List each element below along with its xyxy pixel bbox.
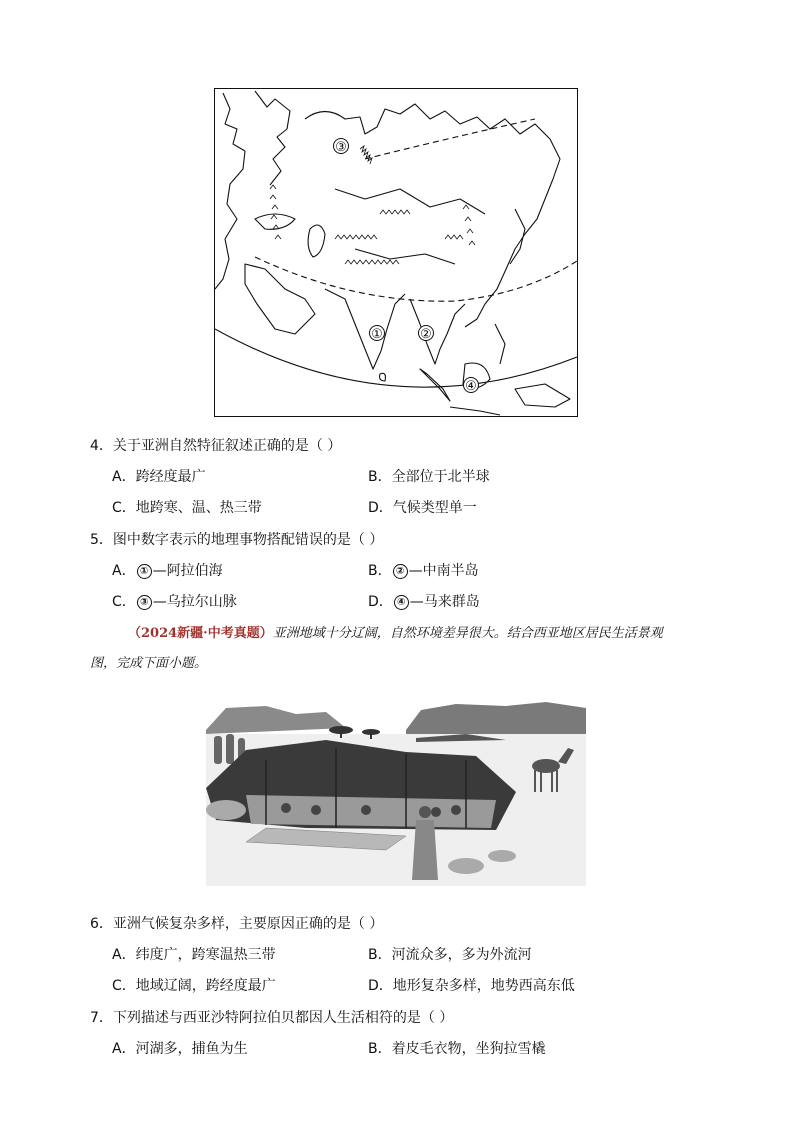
island-new-guinea [515, 384, 570, 407]
marker-4 [464, 378, 479, 395]
option-text: 气候类型单一 [392, 500, 477, 516]
option-number-badge: ④ [394, 595, 409, 610]
option-letter: A． [112, 1041, 136, 1057]
svg-text:②: ② [420, 327, 432, 342]
option-number-badge: ② [393, 564, 408, 579]
option-text: 全部位于北半球 [391, 469, 490, 485]
option-letter: C． [112, 594, 136, 610]
island-sumatra [420, 369, 450, 401]
option-text: —中南半岛 [408, 563, 479, 579]
option-letter: D． [368, 978, 393, 994]
coastline-europe [215, 93, 245, 289]
q6-option-c[interactable] [112, 977, 276, 995]
latitude-dashed-tropic [255, 257, 577, 301]
border-lines [335, 189, 485, 264]
option-text: 着皮毛衣物，坐狗拉雪橇 [391, 1041, 546, 1057]
option-text: 地域辽阔，跨经度最广 [135, 978, 276, 994]
option-text: 跨经度最广 [135, 469, 206, 485]
asia-map-svg [215, 89, 577, 416]
bedouin-scene-svg [206, 700, 586, 886]
q5-option-c[interactable] [112, 593, 237, 611]
caspian-sea [308, 225, 325, 257]
option-number-badge: ③ [137, 595, 152, 610]
asia-outline-map [214, 88, 578, 417]
coastline-scandinavia [255, 91, 290, 185]
option-text: —阿拉伯海 [152, 563, 223, 579]
option-text: 河流众多，多为外流河 [391, 947, 532, 963]
q7-option-b[interactable] [368, 1040, 546, 1058]
latitude-arc-south [215, 329, 577, 387]
marker-3 [334, 139, 349, 156]
q6-option-a[interactable] [112, 946, 276, 964]
option-letter: A． [112, 947, 136, 963]
option-letter: B． [368, 947, 392, 963]
q5-option-d[interactable] [368, 593, 480, 611]
option-letter: A． [112, 563, 136, 579]
option-letter: B． [368, 563, 392, 579]
coastline-east [465, 139, 560, 327]
option-letter: C． [112, 978, 136, 994]
q4-option-c[interactable] [112, 499, 262, 517]
intro-text: 亚洲地域十分辽阔，自然环境差异很大。结合西亚地区居民生活景观 [272, 626, 663, 641]
island-java [450, 407, 500, 415]
question-6-stem: 6．亚洲气候复杂多样，主要原因正确的是（ ） [90, 916, 384, 932]
svg-text:③: ③ [335, 140, 347, 155]
passage-intro-line2: 图，完成下面小题。 [90, 656, 208, 671]
option-letter: B． [368, 469, 392, 485]
q4-option-a[interactable] [112, 468, 206, 486]
q6-option-d[interactable] [368, 977, 575, 995]
bedouin-scene-illustration [206, 700, 586, 886]
option-letter: C． [112, 500, 136, 516]
q6-option-b[interactable] [368, 946, 532, 964]
option-letter: B． [368, 1041, 392, 1057]
option-letter: A． [112, 469, 136, 485]
option-text: —马来群岛 [409, 594, 480, 610]
option-number-badge: ① [137, 564, 152, 579]
passage-intro-line1 [128, 625, 663, 643]
marker-1 [370, 326, 385, 343]
q4-option-b[interactable] [368, 468, 490, 486]
question-4-stem: 4．关于亚洲自然特征叙述正确的是（ ） [90, 438, 342, 454]
question-7-stem: 7．下列描述与西亚沙特阿拉伯贝都因人生活相符的是（ ） [90, 1010, 454, 1026]
q5-option-b[interactable] [368, 562, 479, 580]
coastline-india [325, 289, 405, 369]
coastline-arabia [245, 264, 315, 334]
svg-text:④: ④ [465, 379, 477, 394]
option-text: 地跨寒、温、热三带 [135, 500, 262, 516]
option-letter: D． [368, 594, 393, 610]
option-text: —乌拉尔山脉 [152, 594, 237, 610]
q4-option-d[interactable] [368, 499, 477, 517]
option-letter: D． [368, 500, 393, 516]
q7-option-a[interactable] [112, 1040, 248, 1058]
mountain-symbols [270, 146, 475, 264]
island-philippines [495, 324, 505, 364]
svg-text:①: ① [371, 327, 383, 342]
option-text: 地形复杂多样，地势西高东低 [392, 978, 575, 994]
marker-2 [419, 326, 434, 343]
source-tag: （2024新疆·中考真题） [128, 626, 273, 641]
option-text: 纬度广，跨寒温热三带 [135, 947, 276, 963]
island-sri-lanka [380, 373, 386, 381]
q5-option-a[interactable] [112, 562, 223, 580]
coastline-arctic [305, 104, 550, 139]
question-5-stem: 5．图中数字表示的地理事物搭配错误的是（ ） [90, 532, 384, 548]
option-text: 河湖多，捕鱼为生 [135, 1041, 248, 1057]
latitude-dashed-north [365, 119, 535, 159]
